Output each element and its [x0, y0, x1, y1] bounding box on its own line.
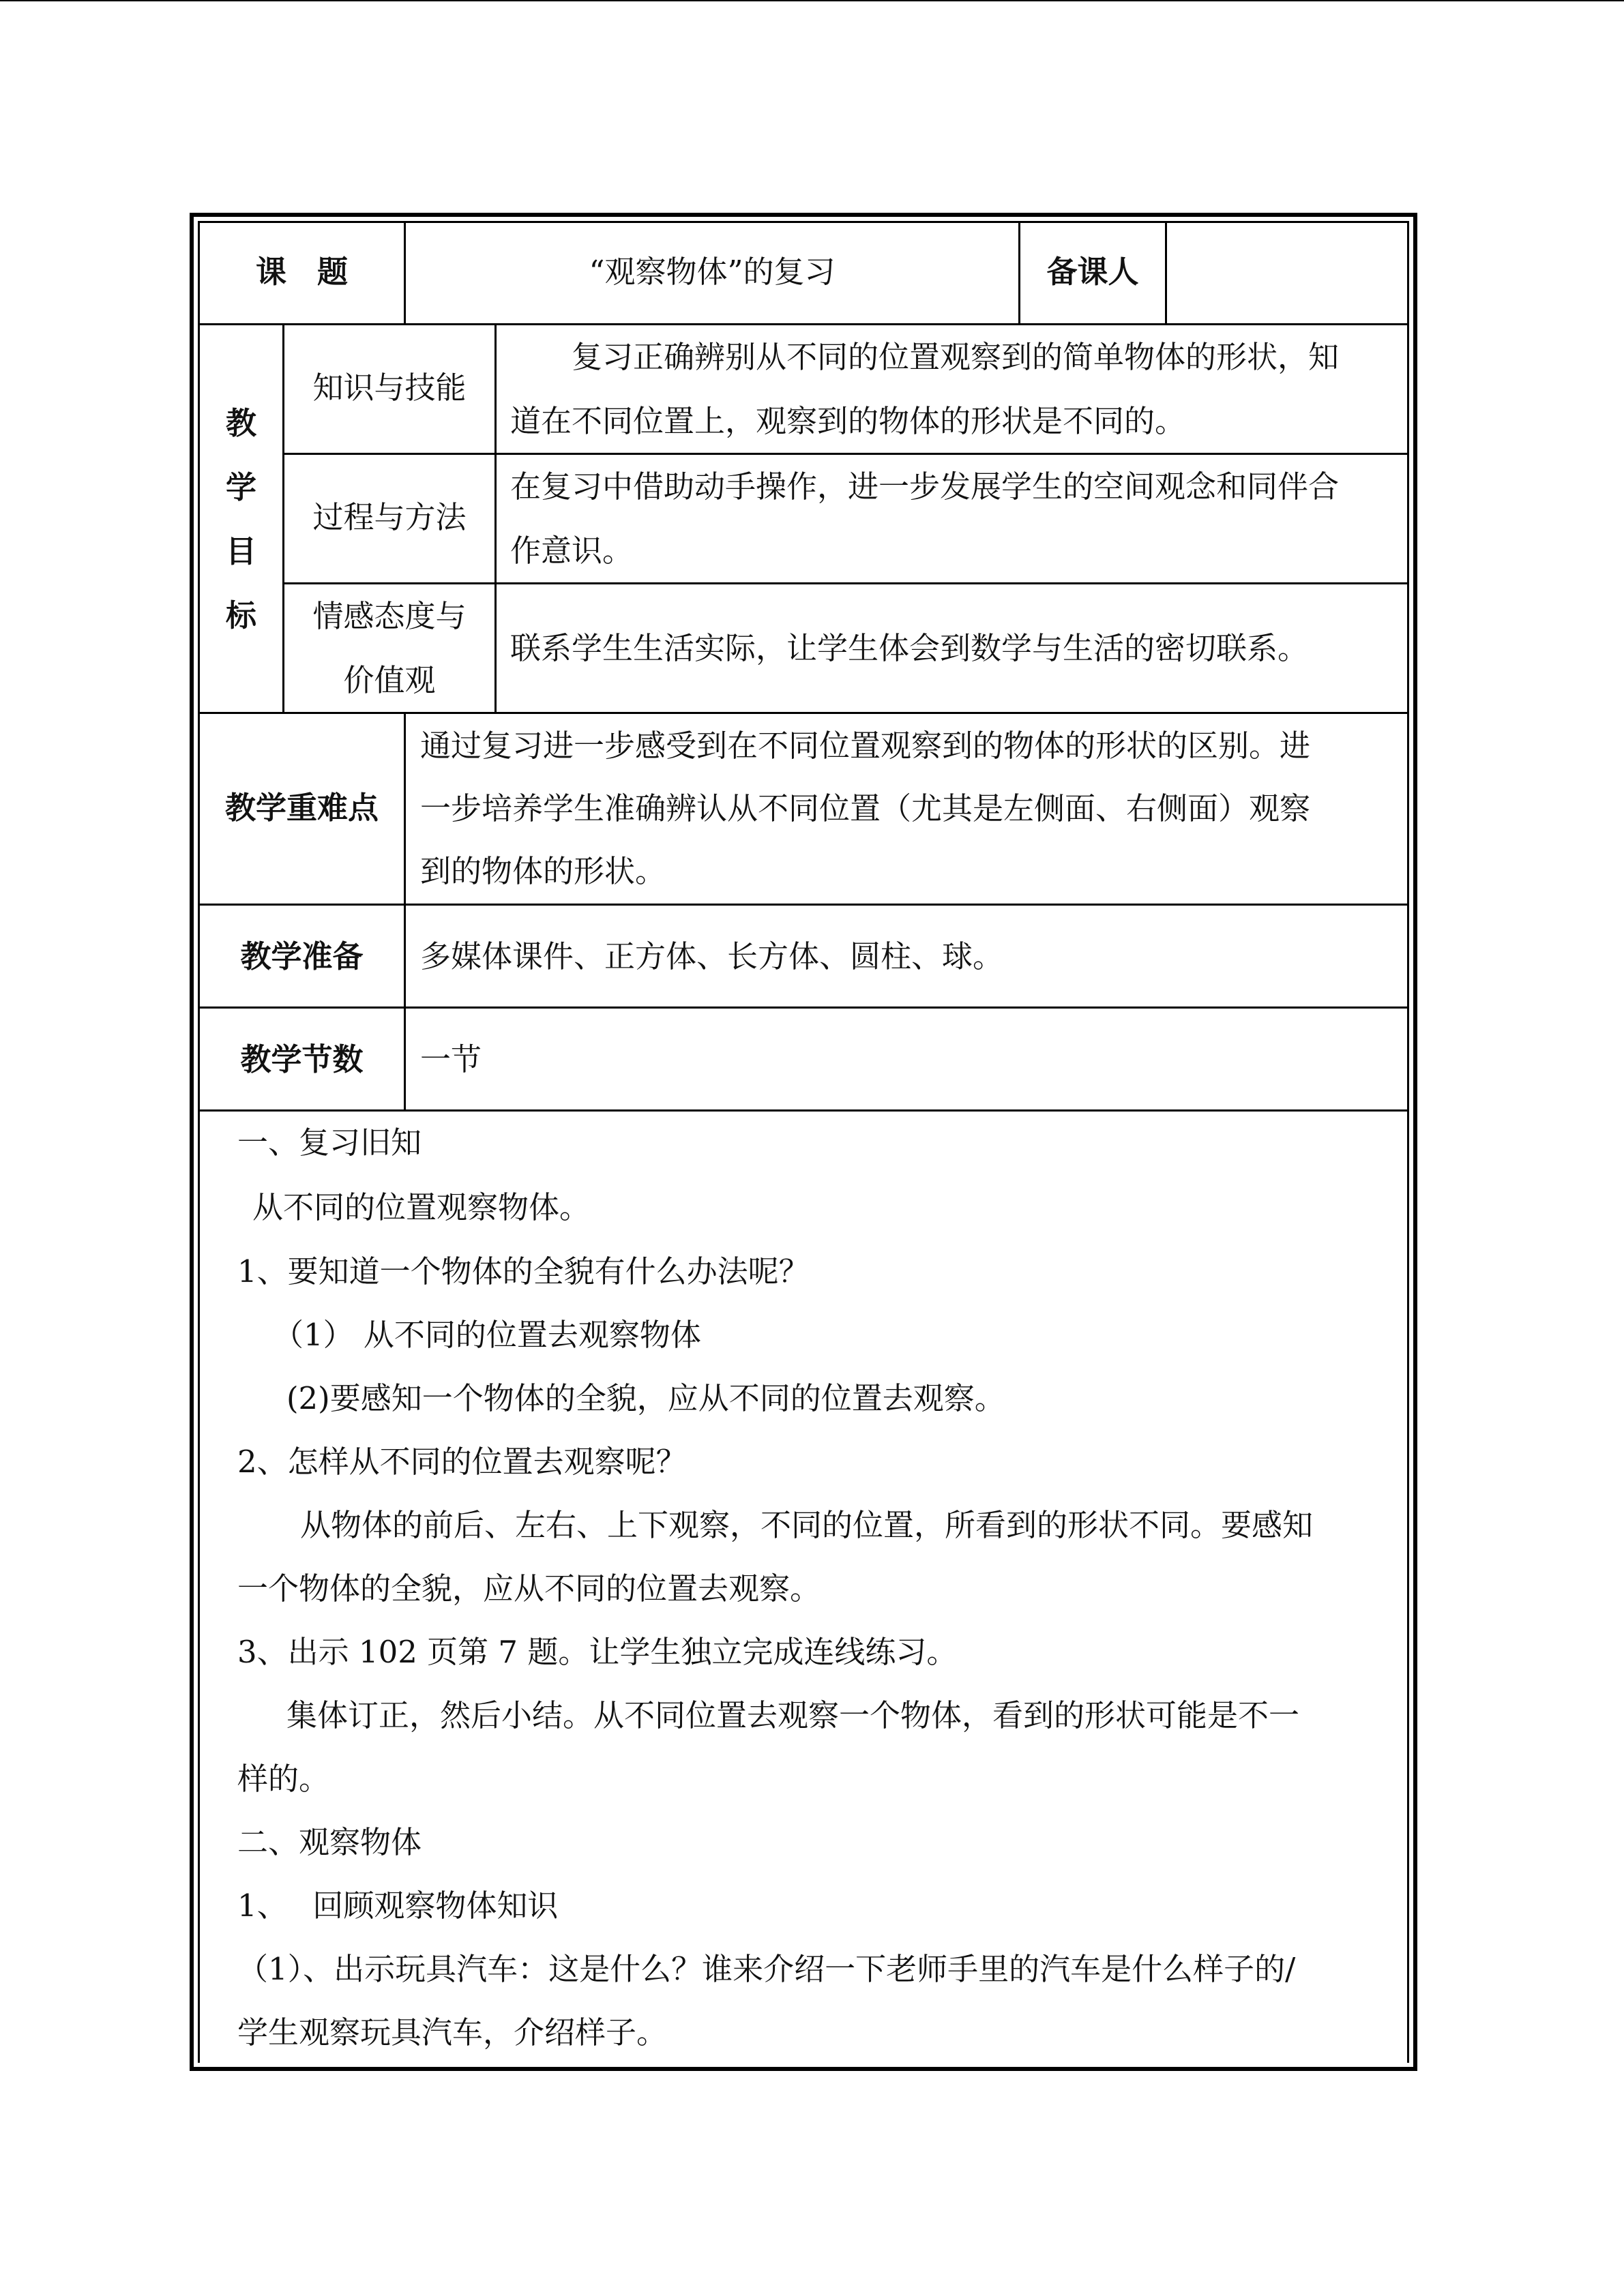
process-line: 3、出示 102 页第 7 题。让学生独立完成连线练习。 [237, 1634, 958, 1670]
process-line: 一、复习旧知 [237, 1124, 422, 1161]
preparation-text: 多媒体课件、正方体、长方体、圆柱、球。 [420, 938, 1004, 974]
process-line: （1）、出示玩具汽车：这是什么？谁来介绍一下老师手里的汽车是什么样子的/ [237, 1951, 1296, 1987]
key-points-text-line: 一步培养学生准确辨认从不同位置（尤其是左侧面、右侧面）观察 [420, 790, 1311, 826]
objectives-group-label-char: 学 [225, 469, 256, 505]
page-top-rule [0, 0, 1624, 1]
objective-text-knowledge-line: 道在不同位置上，观察到的物体的形状是不同的。 [510, 403, 1186, 439]
row-rule [198, 904, 1409, 906]
topic-value: “观察物体”的复习 [589, 254, 836, 290]
process-line: 2、怎样从不同的位置去观察呢？ [237, 1444, 687, 1480]
key-points-label: 教学重难点 [224, 790, 379, 826]
process-line: 1、要知道一个物体的全貌有什么办法呢？ [237, 1253, 810, 1289]
process-line: 集体订正，然后小结。从不同位置去观察一个物体，看到的形状可能是不一 [286, 1697, 1300, 1733]
objectives-group-label-char: 标 [225, 597, 256, 633]
process-line: 从不同的位置观察物体。 [252, 1189, 591, 1225]
sessions-label: 教学节数 [240, 1041, 364, 1077]
col-rule [494, 323, 497, 712]
objective-label-process: 过程与方法 [312, 499, 467, 535]
inner-frame-right [1407, 221, 1409, 2063]
objective-text-process-line: 作意识。 [510, 533, 634, 569]
objective-label-attitude: 价值观 [343, 662, 436, 698]
sessions-text: 一节 [420, 1041, 482, 1077]
process-line: (2)要感知一个物体的全貌，应从不同的位置去观察。 [286, 1380, 1005, 1416]
process-line: 学生观察玩具汽车，介绍样子。 [237, 2014, 668, 2051]
objective-label-attitude: 情感态度与 [312, 598, 467, 634]
col-rule [1165, 221, 1167, 323]
objective-text-knowledge-line: 复习正确辨别从不同的位置观察到的简单物体的形状，知 [510, 339, 1340, 375]
process-line: 1、 回顾观察物体知识 [237, 1888, 559, 1924]
objective-label-knowledge: 知识与技能 [312, 370, 467, 406]
inner-frame-top [198, 221, 1409, 223]
key-points-text-line: 通过复习进一步感受到在不同位置观察到的物体的形状的区别。进 [420, 728, 1311, 764]
key-points-text-line: 到的物体的形状。 [420, 853, 666, 889]
objective-text-attitude-line: 联系学生生活实际，让学生体会到数学与生活的密切联系。 [510, 630, 1309, 666]
preparer-label: 备课人 [1046, 254, 1139, 290]
process-line: （1） 从不同的位置去观察物体 [273, 1317, 701, 1353]
objective-text-process-line: 在复习中借助动手操作，进一步发展学生的空间观念和同伴合 [510, 468, 1340, 505]
process-line: 一个物体的全貌，应从不同的位置去观察。 [237, 1570, 821, 1607]
topic-label: 课 题 [255, 254, 348, 290]
col-rule [404, 712, 406, 1109]
process-line: 样的。 [237, 1761, 330, 1797]
process-line: 从物体的前后、左右、上下观察，不同的位置，所看到的形状不同。要感知 [300, 1507, 1314, 1543]
preparation-label: 教学准备 [240, 938, 364, 974]
objectives-group-label-char: 教 [225, 405, 256, 441]
objectives-group-label-char: 目 [225, 533, 256, 569]
process-line: 二、观察物体 [237, 1824, 422, 1860]
row-rule [198, 1007, 1409, 1009]
